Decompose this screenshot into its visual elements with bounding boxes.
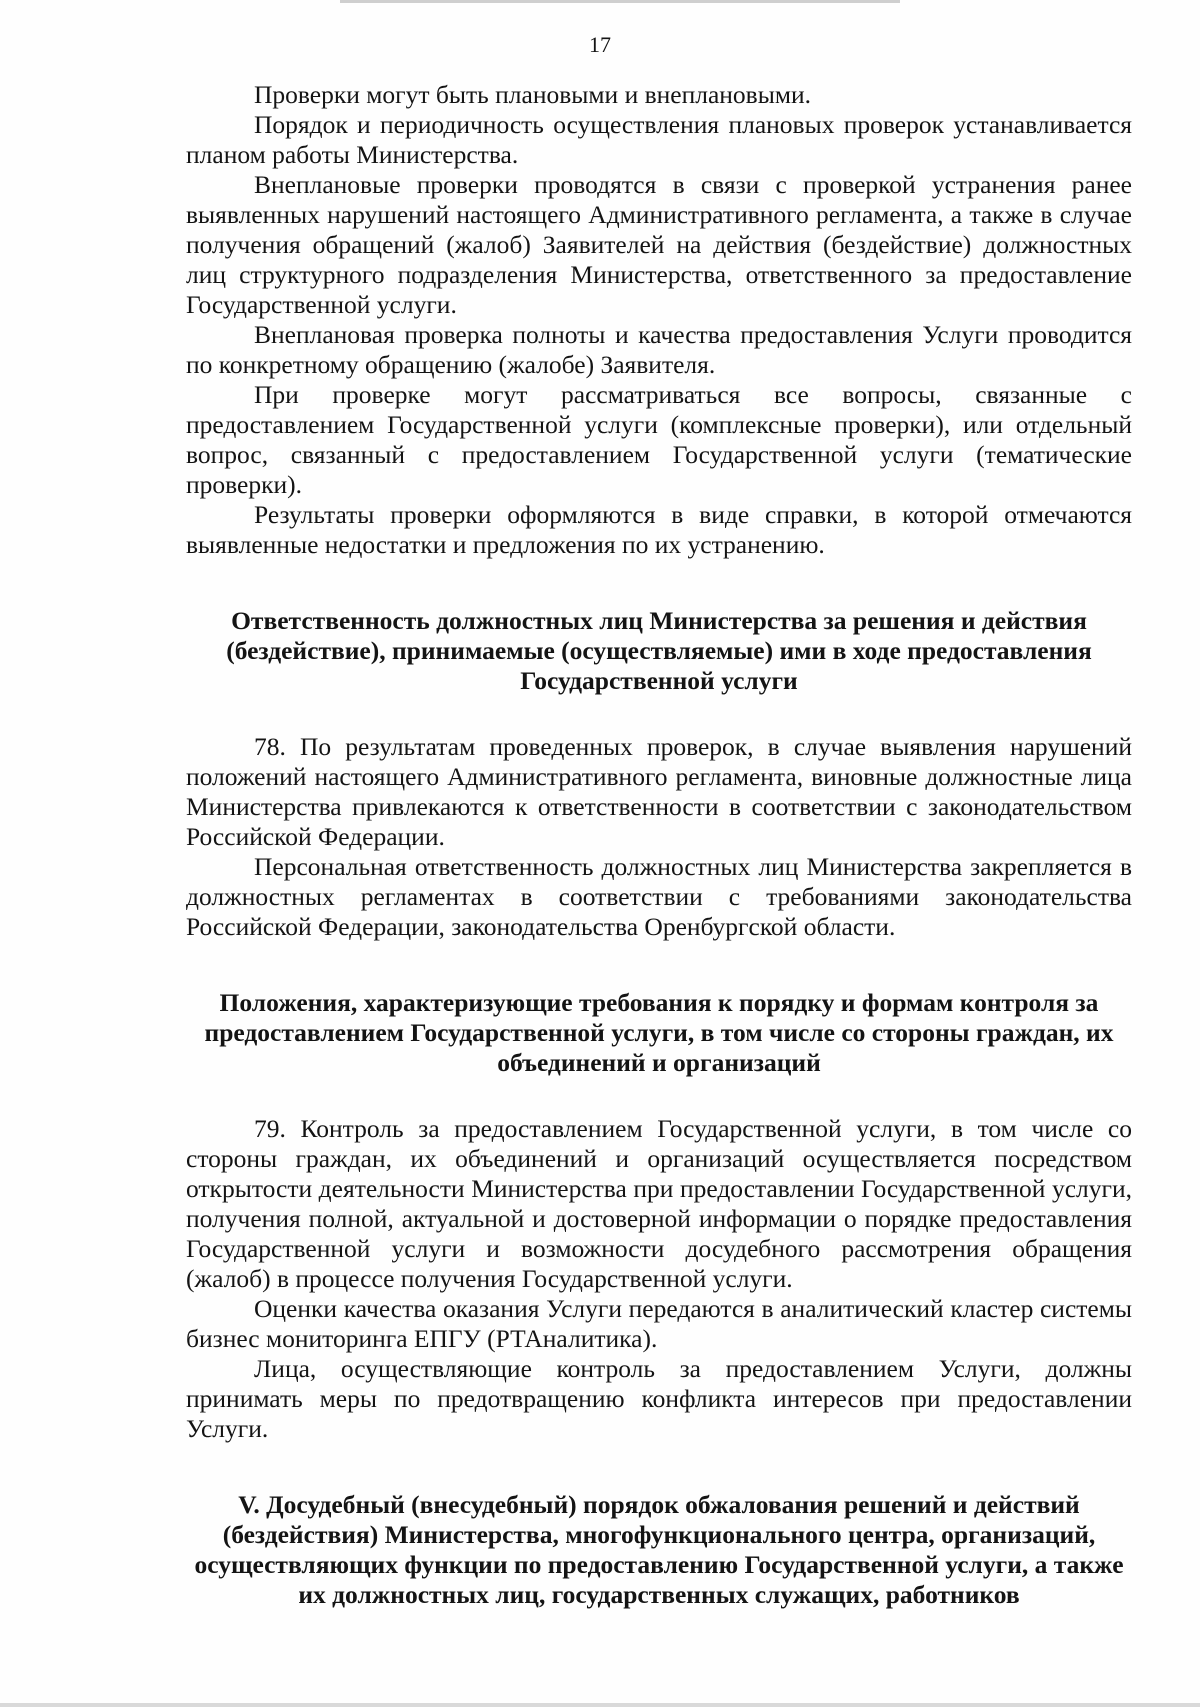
scan-edge-bottom: [0, 1703, 1200, 1707]
paragraph: Персональная ответственность должностных лиц Министерства закрепляется в должностных регламентах в соответствии с требованиями законодательства Российской Федерации, законодательства Оренбургской области.: [186, 852, 1132, 941]
section-heading-responsibility: Ответственность должностных лиц Министерства за решения и действия (бездействие), принимаемые (осуществляемые) ими в ходе предоставления Государственной услуги: [226, 606, 1092, 695]
section-heading-control: Положения, характеризующие требования к порядку и формам контроля за предоставлением Государственной услуги, в том числе со стороны граждан, их объединений и организаций: [204, 988, 1114, 1077]
paragraph: 78. По результатам проведенных проверок, в случае выявления нарушений положений настоящего Административного регламента, виновные должностные лица Министерства привлекаются к ответственности в соответствии с законодательством Российской Федерации.: [186, 732, 1132, 851]
paragraph: Внеплановая проверка полноты и качества предоставления Услуги проводится по конкретному обращению (жалобе) Заявителя.: [186, 320, 1132, 379]
paragraph: Порядок и периодичность осуществления плановых проверок устанавливается планом работы Министерства.: [186, 110, 1132, 169]
page-content: [186, 80, 1132, 1610]
paragraph: Оценки качества оказания Услуги передаются в аналитический кластер системы бизнес мониторинга ЕПГУ (РТАналитика).: [186, 1294, 1132, 1353]
scan-edge-top: [340, 0, 900, 3]
section-79: [186, 1114, 1132, 1444]
paragraph: При проверке могут рассматриваться все вопросы, связанные с предоставлением Государственной услуги (комплексные проверки), или отдельный вопрос, связанный с предоставлением Государственной услуги (тематические проверки).: [186, 380, 1132, 499]
section-78: [186, 732, 1132, 942]
page-number: 17: [589, 32, 611, 57]
paragraph: 79. Контроль за предоставлением Государственной услуги, в том числе со стороны граждан, их объединений и организаций осуществляется посредством открытости деятельности Министерства при предоставлении Государственной услуги, получения полной, актуальной и достоверной информации о порядке предоставления Государственной услуги и возможности досудебного рассмотрения обращения (жалоб) в процессе получения Государственной услуги.: [186, 1114, 1132, 1293]
section-heading-v: V. Досудебный (внесудебный) порядок обжалования решений и действий (бездействия) Министерства, многофункционального центра, организаций, осуществляющих функции по предоставлению Государственной услуги, а также их должностных лиц, государственных служащих, работников: [194, 1490, 1124, 1609]
paragraph: Внеплановые проверки проводятся в связи с проверкой устранения ранее выявленных нарушений настоящего Административного регламента, а также в случае получения обращений (жалоб) Заявителей на действия (бездействие) должностных лиц структурного подразделения Министерства, ответственного за предоставление Государственной услуги.: [186, 170, 1132, 319]
paragraph: Лица, осуществляющие контроль за предоставлением Услуги, должны принимать меры по предотвращению конфликта интересов при предоставлении Услуги.: [186, 1354, 1132, 1443]
paragraph: Результаты проверки оформляются в виде справки, в которой отмечаются выявленные недостатки и предложения по их устранению.: [186, 500, 1132, 559]
paragraph: Проверки могут быть плановыми и внеплановыми.: [254, 80, 812, 109]
